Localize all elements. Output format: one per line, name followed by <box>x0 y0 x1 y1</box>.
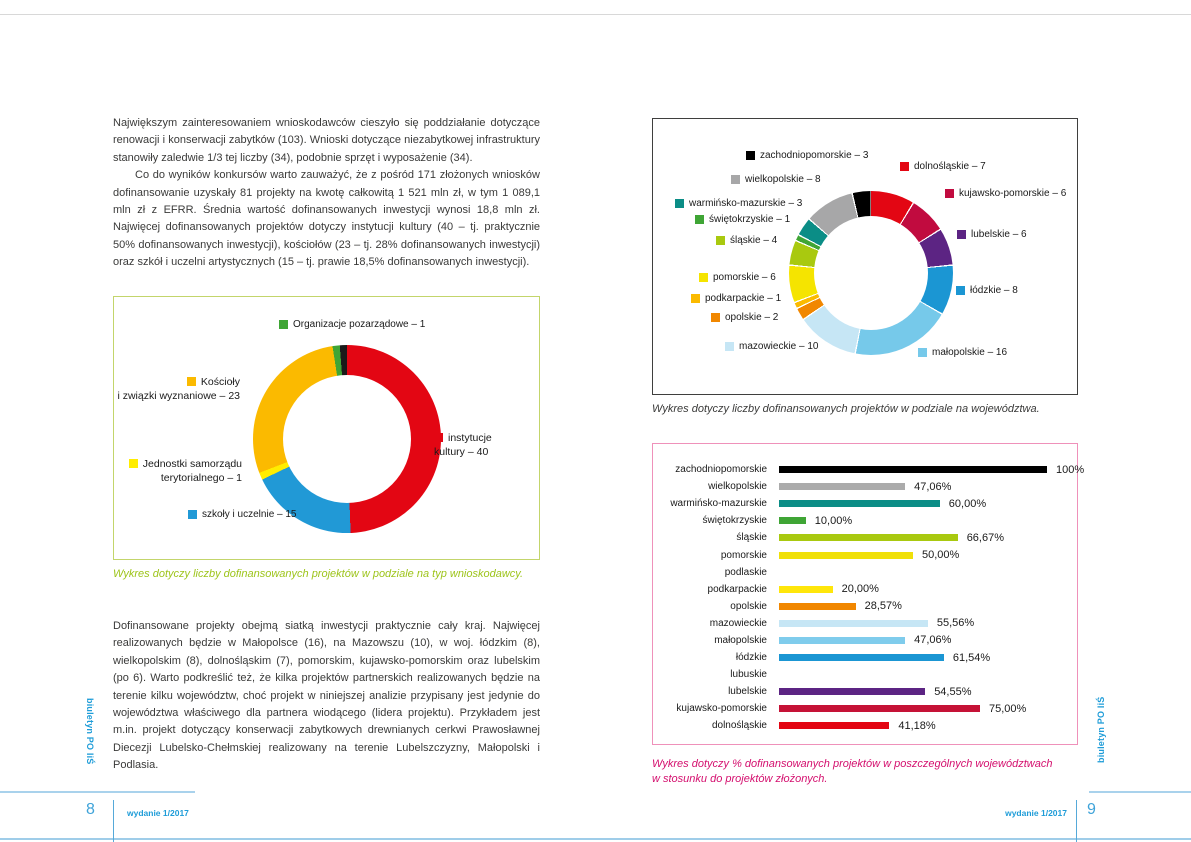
bar-label: dolnośląskie <box>711 720 767 732</box>
bar-value: 41,18% <box>898 719 936 732</box>
percentage-bar-caption-line1: Wykres dotyczy % dofinansowanych projektów w poszczególnych województwach <box>652 758 1053 770</box>
paragraph-block-2 <box>113 618 540 775</box>
legend-item-jednostki <box>129 457 242 485</box>
bar-label: lubuskie <box>730 669 767 681</box>
bar <box>779 483 905 490</box>
paragraph-2: Dofinansowane projekty obejmą siatką inwestycji praktycznie cały kraj. Najwięcej realizowanych będzie w Małopolsce (16), na Mazowszu (10), w woj. łódzkim (8), wielkopolskim (8), dolnośląskim (7), pomorskim, kujawsko-pomorskim oraz lubelskim (po 6). Warto podkreślić też, że kilka projektów partnerskich realizowanych będzie na terenie kilku województw, choć projekt w niniejszej analizie przypisany jest jedynie do województwa właściwego dla partnera wiodącego (lidera projektu). Przykładem jest m.in. projekt dotyczący konserwacji zabytkowych drewnianych cerkwi Prawosławnej Diecezji Lubelsko-Chełmskiej realizowany na terenie Lubelszczyzny, Małopolski i Podlasia. <box>113 620 540 772</box>
legend-item-warmińsko-mazurskie <box>675 198 802 209</box>
bar-value: 100% <box>1056 463 1085 476</box>
legend-label-śląskie: śląskie – 4 <box>730 235 778 246</box>
bar-value: 47,06% <box>914 634 952 647</box>
bar-row-kujawsko-pomorskie <box>667 700 1067 717</box>
legend-swatch-mazowieckie <box>725 342 734 351</box>
bar <box>779 705 980 712</box>
bar <box>779 654 944 661</box>
legend-swatch-organizacje <box>279 320 288 329</box>
legend-item-dolnośląskie <box>900 161 986 172</box>
bar-row-podkarpackie <box>667 581 1067 598</box>
bar <box>779 722 889 729</box>
legend-swatch-szkoly <box>188 510 197 519</box>
page-number-right: 9 <box>1087 801 1096 818</box>
legend-swatch-koscioly <box>187 377 196 386</box>
page-number-left: 8 <box>86 801 95 818</box>
legend-item-pomorskie <box>699 272 776 283</box>
bar <box>779 517 806 524</box>
legend-label-koscioly-line1: Kościoły <box>200 376 240 388</box>
edition-label-right: wydanie 1/2017 <box>1005 808 1067 818</box>
bar-row-podlaskie <box>667 564 1067 581</box>
bar-value: 55,56% <box>936 617 975 630</box>
legend-item-mazowieckie <box>725 341 818 352</box>
applicant-donut-box <box>113 296 540 560</box>
bar-row-zachodniopomorskie <box>667 461 1085 478</box>
bar <box>779 500 940 507</box>
legend-label-opolskie: opolskie – 2 <box>725 312 779 323</box>
bar-label: świętokrzyskie <box>702 515 767 527</box>
bar-label: mazowieckie <box>709 617 767 629</box>
bar-row-mazowieckie <box>667 615 1067 632</box>
legend-item-instytucje <box>434 431 492 459</box>
bar-value: 10,00% <box>814 514 853 527</box>
bar-value: 50,00% <box>922 549 960 562</box>
bar <box>779 586 833 593</box>
bar-label: lubelskie <box>728 686 767 698</box>
applicant-donut-caption: Wykres dotyczy liczby dofinansowanych projektów w podziale na typ wnioskodawcy. <box>113 568 524 580</box>
bar-row-wielkopolskie <box>667 478 1067 495</box>
bar-value: 60,00% <box>948 497 987 510</box>
legend-item-podkarpackie <box>691 293 781 304</box>
bar-label: wielkopolskie <box>708 481 767 493</box>
bar-label: warmińsko-mazurskie <box>670 498 767 510</box>
legend-swatch-małopolskie <box>918 348 927 357</box>
bar <box>779 534 958 541</box>
legend-swatch-świętokrzyskie <box>695 215 704 224</box>
top-page-edge-line <box>0 14 1191 15</box>
bar-value: 61,54% <box>952 651 991 664</box>
side-label-right: biuletyn PO IiŚ <box>1096 696 1106 763</box>
legend-item-lubelskie <box>957 229 1027 240</box>
bar-row-warmińsko-mazurskie <box>667 495 1067 512</box>
legend-swatch-jednostki <box>129 459 138 468</box>
bar <box>779 637 905 644</box>
legend-label-wielkopolskie: wielkopolskie – 8 <box>745 174 821 185</box>
bottom-accent-line <box>0 838 1191 840</box>
legend-label-dolnośląskie: dolnośląskie – 7 <box>914 161 986 172</box>
legend-label-instytucje-line1: instytucje <box>448 432 492 444</box>
edition-label-left: wydanie 1/2017 <box>127 808 189 818</box>
legend-label-szkoly: szkoły i uczelnie – 15 <box>202 509 297 520</box>
percentage-bar-caption <box>652 757 1082 787</box>
legend-swatch-podkarpackie <box>691 294 700 303</box>
bar <box>779 603 856 610</box>
bar-label: małopolskie <box>714 634 767 646</box>
legend-label-małopolskie: małopolskie – 16 <box>932 347 1008 358</box>
legend-label-jednostki-line1: Jednostki samorządu <box>142 458 242 470</box>
bar <box>779 688 925 695</box>
bar-label: łódzkie <box>735 652 767 664</box>
paragraph-1b: Co do wyników konkursów warto zauważyć, że z pośród 171 złożonych wniosków dofinansowanie uzyskały 81 projekty na kwotę całkowitą 1 521 mln zł, w tym 1 089,1 mln zł z EFRR. Średnia wartość dofinansowanych inwestycji wynosi 18,8 mln zł. Najwięcej dofinansowanych projektów dotyczy instytucji kultury (40 – tj. praktycznie 50% dofinansowanych inwestycji), kościołów (23 – tj. 28% dofinansowanych inwestycji) oraz szkół i uczelni artystycznych (15 – tj. prawie 18,5% dofinansowanych inwestycji). <box>113 169 540 269</box>
footer-line-right <box>1089 791 1191 793</box>
bar-chart-rows <box>667 461 1085 735</box>
legend-item-organizacje <box>279 319 425 330</box>
legend-label-koscioly-line2: i związki wyznaniowe – 23 <box>117 390 240 402</box>
legend-label-podkarpackie: podkarpackie – 1 <box>705 293 782 304</box>
percentage-bar-box <box>652 443 1085 745</box>
bar-row-dolnośląskie <box>667 717 1067 734</box>
bar-value: 66,67% <box>966 531 1004 544</box>
legend-swatch-instytucje <box>434 433 443 442</box>
voivodeship-donut-caption: Wykres dotyczy liczby dofinansowanych projektów w podziale na województwa. <box>652 403 1040 415</box>
bar-label: podlaskie <box>724 566 767 578</box>
bar-label: zachodniopomorskie <box>675 464 767 476</box>
percentage-bar-caption-line2: w stosunku do projektów złożonych. <box>652 773 828 785</box>
legend-swatch-warmińsko-mazurskie <box>675 199 684 208</box>
legend-label-kujawsko-pomorskie: kujawsko-pomorskie – 6 <box>959 188 1067 199</box>
legend-item-śląskie <box>716 235 777 246</box>
bar-row-małopolskie <box>667 632 1067 649</box>
bar-row-opolskie <box>667 598 1067 615</box>
bar-row-łódzkie <box>667 649 1067 666</box>
bar <box>779 552 913 559</box>
legend-swatch-opolskie <box>711 313 720 322</box>
legend-swatch-dolnośląskie <box>900 162 909 171</box>
legend-label-mazowieckie: mazowieckie – 10 <box>739 341 819 352</box>
footer-line-left <box>0 791 195 793</box>
legend-item-wielkopolskie <box>731 174 821 185</box>
legend-item-koscioly <box>117 375 240 403</box>
legend-label-warmińsko-mazurskie: warmińsko-mazurskie – 3 <box>689 198 803 209</box>
bar-row-lubuskie <box>667 666 1067 683</box>
legend-label-instytucje-line2: kultury – 40 <box>434 446 489 458</box>
legend-item-opolskie <box>711 312 778 323</box>
bar-value: 47,06% <box>914 480 952 493</box>
legend-label-organizacje: Organizacje pozarządowe – 1 <box>293 319 426 330</box>
legend-swatch-kujawsko-pomorskie <box>945 189 954 198</box>
bar-label: śląskie <box>736 532 767 544</box>
legend-item-szkoly <box>188 509 297 520</box>
applicant-donut-hole <box>283 375 411 503</box>
paragraph-1a: Największym zainteresowaniem wnioskodawców cieszyło się poddziałanie dotyczące renowacji i konserwacji zabytków (103). Wnioski dotyczące niezabytkowej infrastruktury stanowiły zaledwie 1/3 tej liczby (34), podobnie sprzęt i wyposażenie (34). <box>113 117 540 164</box>
legend-swatch-pomorskie <box>699 273 708 282</box>
bar-label: podkarpackie <box>707 583 767 595</box>
bar-row-lubelskie <box>667 683 1067 700</box>
paragraph-block-1 <box>113 115 540 272</box>
bar-row-śląskie <box>667 529 1067 546</box>
legend-item-łódzkie <box>956 285 1018 296</box>
legend-swatch-łódzkie <box>956 286 965 295</box>
legend-label-świętokrzyskie: świętokrzyskie – 1 <box>709 214 791 225</box>
legend-item-zachodniopomorskie <box>746 150 868 161</box>
legend-item-świętokrzyskie <box>695 214 790 225</box>
side-label-left: biuletyn PO IiŚ <box>85 698 95 765</box>
legend-label-łódzkie: łódzkie – 8 <box>970 285 1018 296</box>
legend-label-pomorskie: pomorskie – 6 <box>713 272 776 283</box>
legend-label-jednostki-line2: terytorialnego – 1 <box>160 472 242 484</box>
legend-swatch-lubelskie <box>957 230 966 239</box>
bar <box>779 620 928 627</box>
bar-value: 54,55% <box>934 685 972 698</box>
bar-value: 28,57% <box>864 600 902 613</box>
bar-value: 20,00% <box>841 583 879 596</box>
legend-item-małopolskie <box>918 347 1007 358</box>
legend-label-zachodniopomorskie: zachodniopomorskie – 3 <box>760 150 869 161</box>
bar <box>779 466 1047 473</box>
legend-swatch-wielkopolskie <box>731 175 740 184</box>
voivodeship-donut-box <box>652 118 1078 395</box>
bar-label: opolskie <box>730 600 767 612</box>
legend-item-kujawsko-pomorskie <box>945 188 1066 199</box>
bar-label: pomorskie <box>720 549 767 561</box>
bar-label: kujawsko-pomorskie <box>676 703 767 715</box>
bar-row-pomorskie <box>667 546 1067 563</box>
legend-swatch-śląskie <box>716 236 725 245</box>
bar-row-świętokrzyskie <box>667 512 1067 529</box>
legend-swatch-zachodniopomorskie <box>746 151 755 160</box>
footer-divider-right <box>1076 800 1077 842</box>
footer-divider-left <box>113 800 114 842</box>
voivodeship-donut-hole <box>814 216 928 330</box>
legend-label-lubelskie: lubelskie – 6 <box>971 229 1027 240</box>
bar-value: 75,00% <box>989 702 1027 715</box>
